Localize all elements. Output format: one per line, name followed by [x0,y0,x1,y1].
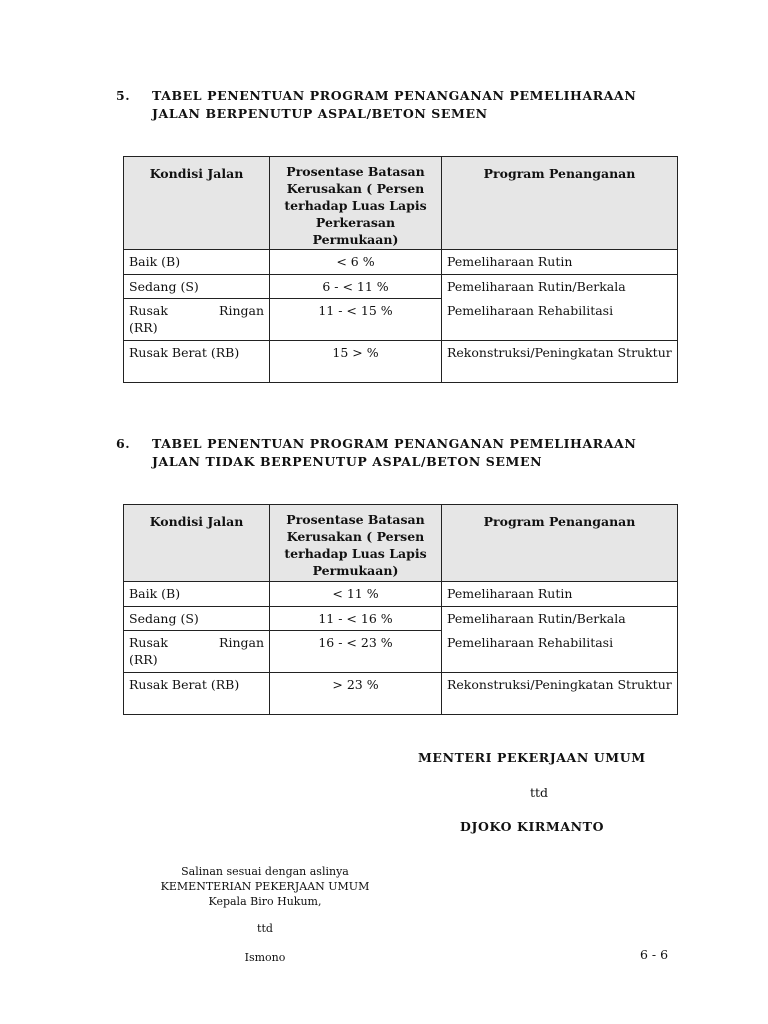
cell-kondisi-code: (RR) [129,320,158,335]
table-row [124,673,678,715]
header-program: Program Penanganan [442,505,678,582]
copy-note-ttd: ttd [257,922,273,935]
cell-kondisi [124,631,270,673]
table-row [124,250,678,275]
table-row [124,607,678,631]
section-number: 5. [116,88,131,103]
copy-note [140,864,390,909]
cell-persen: 6 - < 11 % [270,275,442,299]
copy-note-line2: KEMENTERIAN PEKERJAAN UMUM [160,880,370,893]
copy-note-name: Ismono [244,951,286,964]
cell-persen: 11 - < 15 % [270,299,442,341]
table-header-row [124,157,678,250]
table-row [124,275,678,299]
cell-kondisi-word1: Rusak [129,635,168,650]
cell-persen: 11 - < 16 % [270,607,442,631]
cell-persen: < 6 % [270,250,442,275]
section-title-line2: JALAN TIDAK BERPENUTUP ASPAL/BETON SEMEN [152,454,543,469]
header-program: Program Penanganan [442,157,678,250]
cell-kondisi-code: (RR) [129,652,158,667]
copy-note-line3: Kepala Biro Hukum, [208,895,322,908]
cell-program: Pemeliharaan Rutin/Berkala [442,275,678,299]
cell-persen: < 11 % [270,582,442,607]
cell-persen: > 23 % [270,673,442,715]
copy-note-line1: Salinan sesuai dengan aslinya [181,865,349,878]
table-aspal [123,156,678,383]
section-title-line1: TABEL PENENTUAN PROGRAM PENANGANAN PEMELIHARAAN [152,436,637,451]
header-persen: Prosentase Batasan Kerusakan ( Persen terhadap Luas Lapis Perkerasan Permukaan) [270,157,442,250]
cell-program: Rekonstruksi/Peningkatan Struktur [442,341,678,383]
cell-kondisi [124,299,270,341]
cell-kondisi: Rusak Berat (RB) [124,341,270,383]
table-row [124,631,678,673]
cell-kondisi: Sedang (S) [124,275,270,299]
table-row [124,341,678,383]
cell-program: Rekonstruksi/Peningkatan Struktur [442,673,678,715]
cell-kondisi: Baik (B) [124,582,270,607]
table-row [124,582,678,607]
signatory-office: MENTERI PEKERJAAN UMUM [418,750,646,765]
cell-program: Pemeliharaan Rehabilitasi [442,631,678,673]
table-header-row [124,505,678,582]
table-tidak-aspal [123,504,678,715]
section-title-line1: TABEL PENENTUAN PROGRAM PENANGANAN PEMELIHARAAN [152,88,637,103]
cell-kondisi-word2: Ringan [219,303,264,318]
cell-kondisi: Baik (B) [124,250,270,275]
section-number: 6. [116,436,131,451]
header-kondisi: Kondisi Jalan [124,505,270,582]
cell-persen: 16 - < 23 % [270,631,442,673]
cell-kondisi: Rusak Berat (RB) [124,673,270,715]
cell-program: Pemeliharaan Rutin/Berkala [442,607,678,631]
cell-kondisi-word1: Rusak [129,303,168,318]
header-persen: Prosentase Batasan Kerusakan ( Persen terhadap Luas Lapis Permukaan) [270,505,442,582]
signatory-name: DJOKO KIRMANTO [460,819,605,834]
cell-program: Pemeliharaan Rutin [442,582,678,607]
cell-kondisi-word2: Ringan [219,635,264,650]
section-title-line2: JALAN BERPENUTUP ASPAL/BETON SEMEN [152,106,488,121]
page-number: 6 - 6 [640,947,669,962]
cell-persen: 15 > % [270,341,442,383]
signature-ttd: ttd [530,785,549,800]
section-5-heading [116,87,676,123]
cell-program: Pemeliharaan Rutin [442,250,678,275]
table-row [124,299,678,341]
header-kondisi: Kondisi Jalan [124,157,270,250]
cell-program: Pemeliharaan Rehabilitasi [442,299,678,341]
section-6-heading [116,435,676,471]
cell-kondisi: Sedang (S) [124,607,270,631]
